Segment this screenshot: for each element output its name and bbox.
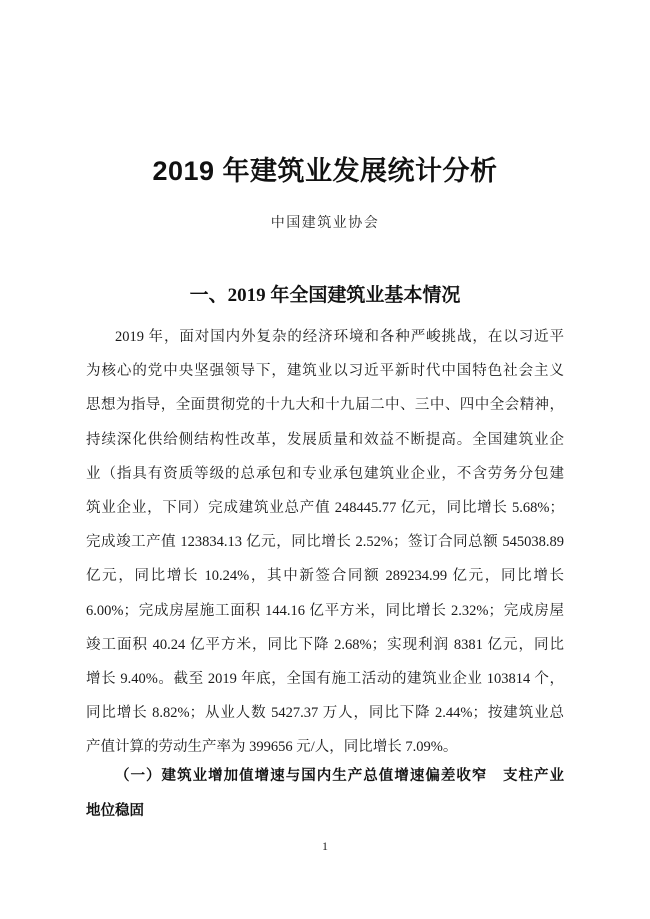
body-line: 增长 9.40%。截至 2019 年底，全国有施工活动的建筑业企业 103814 个， — [86, 670, 564, 687]
body-line: 业（指具有资质等级的总承包和专业承包建筑业企业，不含劳务分包建 — [86, 465, 564, 482]
body-line: 2019 年，面对国内外复杂的经济环境和各种严峻挑战，在以习近平 — [115, 329, 564, 345]
document-title: 2019 年建筑业发展统计分析 — [152, 156, 498, 186]
body-line: 同比增长 8.82%；从业人数 5427.37 万人，同比下降 2.44%；按建筑业总 — [86, 705, 564, 722]
subsection-heading — [86, 759, 564, 828]
body-line: 6.00%；完成房屋施工面积 144.16 亿平方米，同比增长 2.32%；完成房屋 — [86, 602, 564, 619]
subsection-heading-line: 地位稳固 — [86, 802, 144, 819]
body-line: 亿元，同比增长 10.24%，其中新签合同额 289234.99 亿元，同比增长 — [86, 568, 564, 585]
body-line: 完成竣工产值 123834.13 亿元，同比增长 2.52%；签订合同总额 545038.89 — [86, 534, 564, 551]
subsection-heading-line: （一）建筑业增加值增速与国内生产总值增速偏差收窄 支柱产业 — [115, 768, 564, 784]
body-line: 筑业企业，下同）完成建筑业总产值 248445.77 亿元，同比增长 5.68%； — [86, 499, 564, 516]
document-subtitle: 中国建筑业协会 — [270, 216, 380, 231]
page-number: 1 — [322, 839, 328, 853]
body-line: 持续深化供给侧结构性改革，发展质量和效益不断提高。全国建筑业企 — [86, 431, 564, 448]
body-line: 产值计算的劳动生产率为 399656 元/人，同比增长 7.09%。 — [86, 739, 458, 756]
body-line: 思想为指导，全面贯彻党的十九大和十九届二中、三中、四中全会精神， — [86, 397, 564, 414]
body-line: 竣工面积 40.24 亿平方米，同比下降 2.68%；实现利润 8381 亿元，同比 — [86, 636, 564, 653]
body-line: 为核心的党中央坚强领导下，建筑业以习近平新时代中国特色社会主义 — [86, 363, 564, 380]
body-paragraph — [86, 320, 564, 764]
section-heading: 一、2019 年全国建筑业基本情况 — [189, 285, 461, 306]
